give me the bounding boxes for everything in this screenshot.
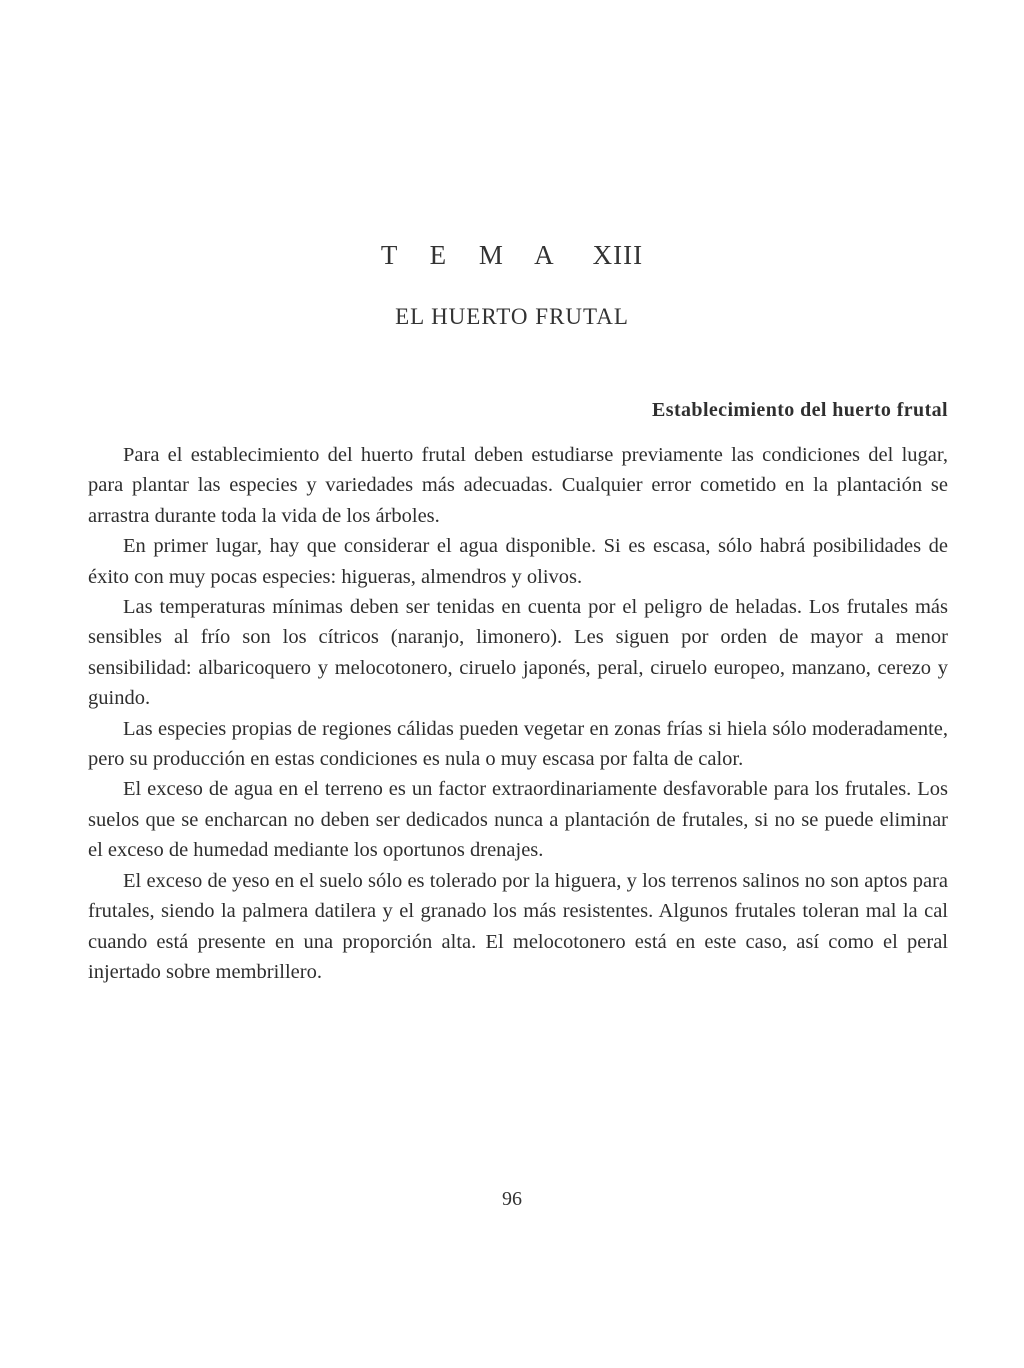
paragraph: Las temperaturas mínimas deben ser tenidas en cuenta por el peligro de heladas. Los frutales más sensibles al frío son los cítricos (naranjo, limonero). Les siguen por orden de mayor a menor sensibilidad: albaricoquero y melocotonero, ciruelo japonés, peral, ciruelo europeo, manzano, cerezo y guindo. [88,596,948,710]
chapter-title: EL HUERTO FRUTAL [395,304,629,329]
paragraph: El exceso de yeso en el suelo sólo es tolerado por la higuera, y los terrenos salinos no son aptos para frutales, siendo la palmera datilera y el granado los más resistentes. Algunos frutales toleran mal la cal cuando está presente en una proporción alta. El melocotonero está en este caso, así como el peral injertado sobre membrillero. [88,869,948,983]
chapter-label: T E M A [380,240,567,270]
section-heading: Establecimiento del huerto frutal [652,399,948,421]
paragraph: Las especies propias de regiones cálidas pueden vegetar en zonas frías si hiela sólo moderadamente, pero su producción en estas condiciones es nula o muy escasa por falta de calor. [88,717,948,771]
page-number: 96 [502,1188,522,1210]
paragraph: El exceso de agua en el terreno es un factor extraordinariamente desfavorable para los frutales. Los suelos que se encharcan no deben ser dedicados nunca a plantación de frutales, si no se puede eliminar el exceso de humedad mediante los oportunos drenajes. [88,778,948,862]
body-text [88,440,948,987]
paragraph: En primer lugar, hay que considerar el agua disponible. Si es escasa, sólo habrá posibilidades de éxito con muy pocas especies: higueras, almendros y olivos. [88,535,948,588]
chapter-heading [0,240,1024,271]
chapter-number: XIII [592,240,644,270]
paragraph: Para el establecimiento del huerto frutal deben estudiarse previamente las condiciones del lugar, para plantar las especies y variedades más adecuadas. Cualquier error cometido en la plantación se arrastra durante toda la vida de los árboles. [88,444,948,527]
